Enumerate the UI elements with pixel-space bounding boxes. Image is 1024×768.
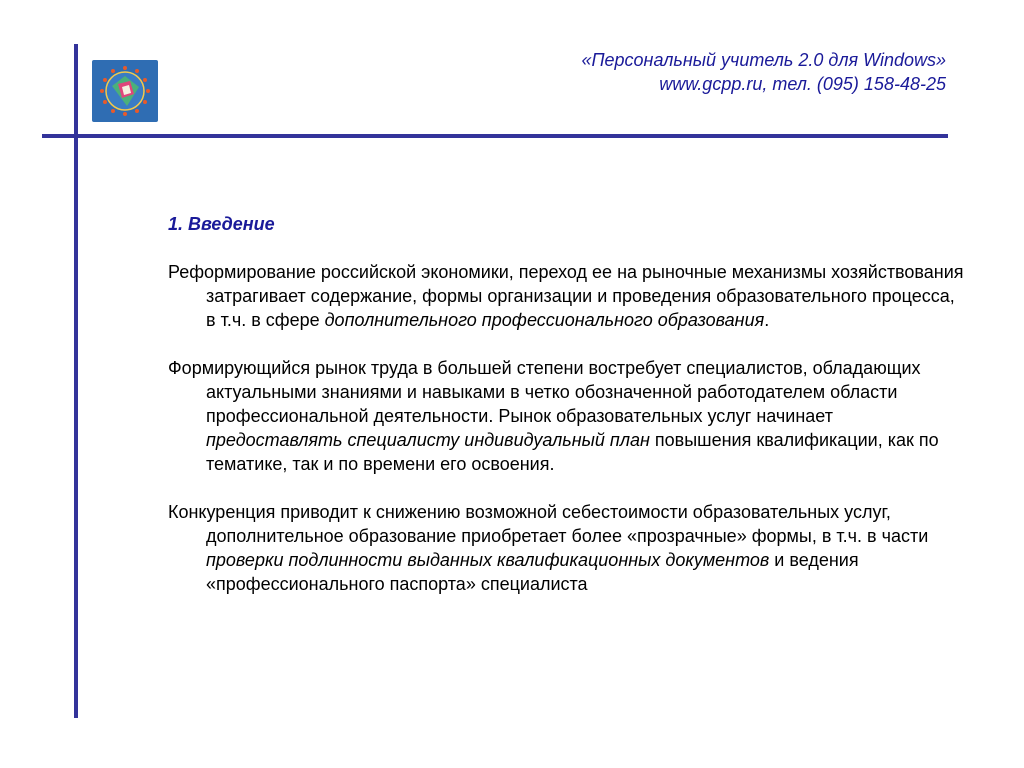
paragraph-text: Формирующийся рынок труда в большей степени востребует специалистов, обладающих актуальными знаниями и навыками в четко обозначенной работодателем области профессиональной деятельности. Рынок образовательных услуг начинает — [168, 358, 921, 426]
section-title: 1. Введение — [168, 214, 275, 234]
company-logo-icon — [92, 60, 158, 122]
paragraph-text: и ведения «профессионального паспорта» специалиста — [206, 550, 859, 594]
paragraph-competition — [168, 500, 968, 596]
horizontal-divider — [42, 134, 948, 138]
main-content — [168, 212, 968, 620]
paragraph-text: Реформирование российской экономики, переход ее на рыночные механизмы хозяйствования затрагивает содержание, формы организации и проведения образовательного процесса, в т.ч. в сфере — [168, 262, 964, 330]
paragraph-emphasis: дополнительного профессионального образования — [324, 310, 765, 330]
paragraph-reform — [168, 260, 968, 332]
header — [581, 48, 946, 96]
paragraph-emphasis: проверки подлинности выданных квалификационных документов — [206, 550, 770, 570]
vertical-divider — [74, 44, 78, 718]
paragraph-text: . — [764, 310, 770, 330]
paragraph-text: повышения квалификации, как по тематике, так и по времени его освоения. — [206, 430, 939, 474]
paragraph-emphasis: предоставлять специалисту индивидуальный план — [206, 430, 650, 450]
header-product-title: «Персональный учитель 2.0 для Windows» — [581, 50, 946, 70]
header-contact-info: www.gcpp.ru, тел. (095) 158-48-25 — [659, 74, 946, 94]
paragraph-text: Конкуренция приводит к снижению возможной себестоимости образовательных услуг, дополнительное образование приобретает более «прозрачные» формы, в т.ч. в части — [168, 502, 929, 546]
paragraph-labor-market — [168, 356, 968, 476]
